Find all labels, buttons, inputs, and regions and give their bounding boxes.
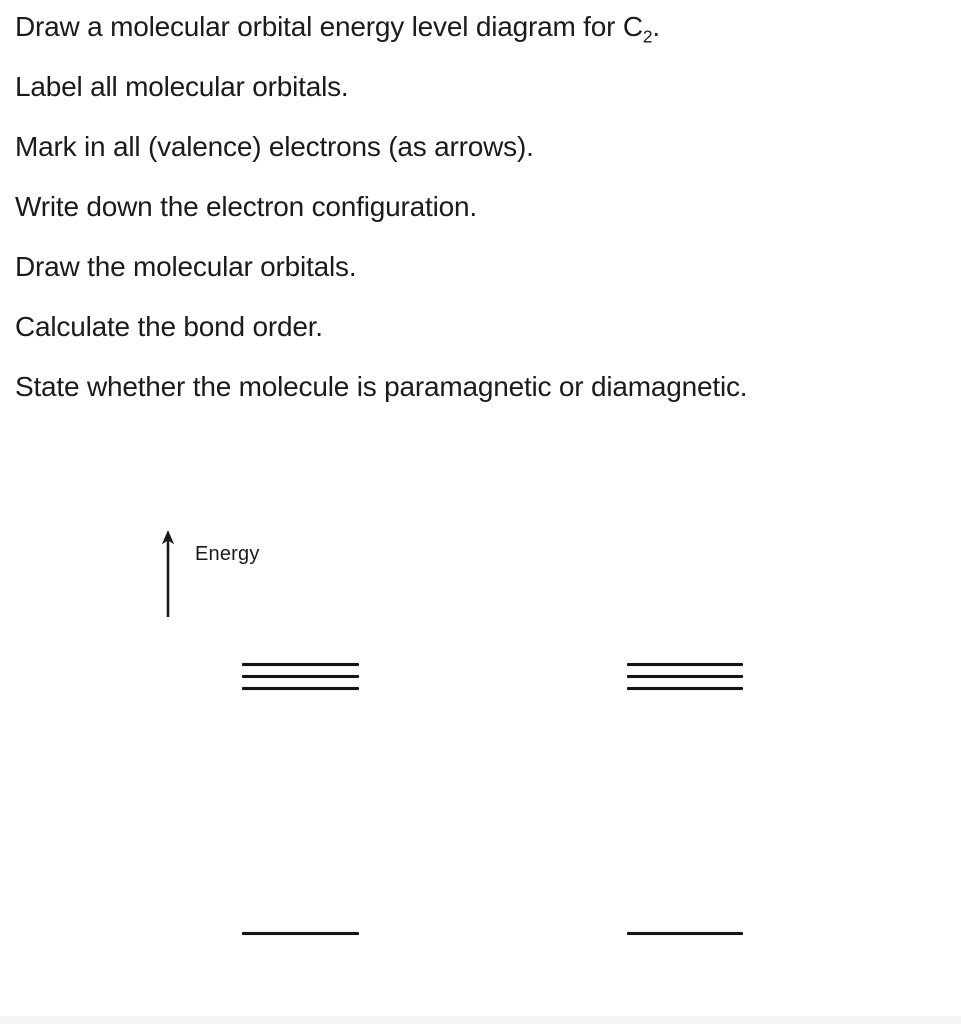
c2-subscript: 2 bbox=[642, 26, 653, 47]
instruction-text: Write down the electron configuration. bbox=[15, 191, 477, 222]
instruction-line bbox=[15, 10, 660, 47]
instruction-line bbox=[15, 310, 323, 344]
energy-level-line bbox=[627, 687, 743, 690]
instruction-text: Draw the molecular orbitals. bbox=[15, 251, 357, 282]
instruction-line bbox=[15, 70, 348, 104]
instruction-line bbox=[15, 250, 356, 284]
instruction-line bbox=[15, 130, 534, 164]
instruction-line bbox=[15, 370, 747, 404]
instruction-line bbox=[15, 190, 477, 224]
energy-axis-arrow bbox=[157, 529, 179, 619]
instruction-text: Mark in all (valence) electrons (as arrows). bbox=[15, 131, 534, 162]
instruction-text: Draw a molecular orbital energy level diagram for C bbox=[15, 11, 643, 42]
single-level-right bbox=[627, 932, 743, 935]
instruction-text: Label all molecular orbitals. bbox=[15, 71, 349, 102]
energy-level-line bbox=[242, 663, 359, 666]
instruction-tail: . bbox=[652, 11, 660, 42]
energy-level-line bbox=[242, 675, 359, 678]
energy-axis-label: Energy bbox=[195, 543, 260, 565]
single-level-left bbox=[242, 932, 359, 935]
degenerate-levels-right bbox=[627, 663, 743, 690]
bottom-edge-strip bbox=[0, 1016, 961, 1024]
instruction-text: Calculate the bond order. bbox=[15, 311, 323, 342]
degenerate-levels-left bbox=[242, 663, 359, 690]
energy-level-line bbox=[627, 675, 743, 678]
instruction-text: State whether the molecule is paramagnetic or diamagnetic. bbox=[15, 371, 748, 402]
energy-level-line bbox=[627, 663, 743, 666]
energy-level-line bbox=[242, 687, 359, 690]
